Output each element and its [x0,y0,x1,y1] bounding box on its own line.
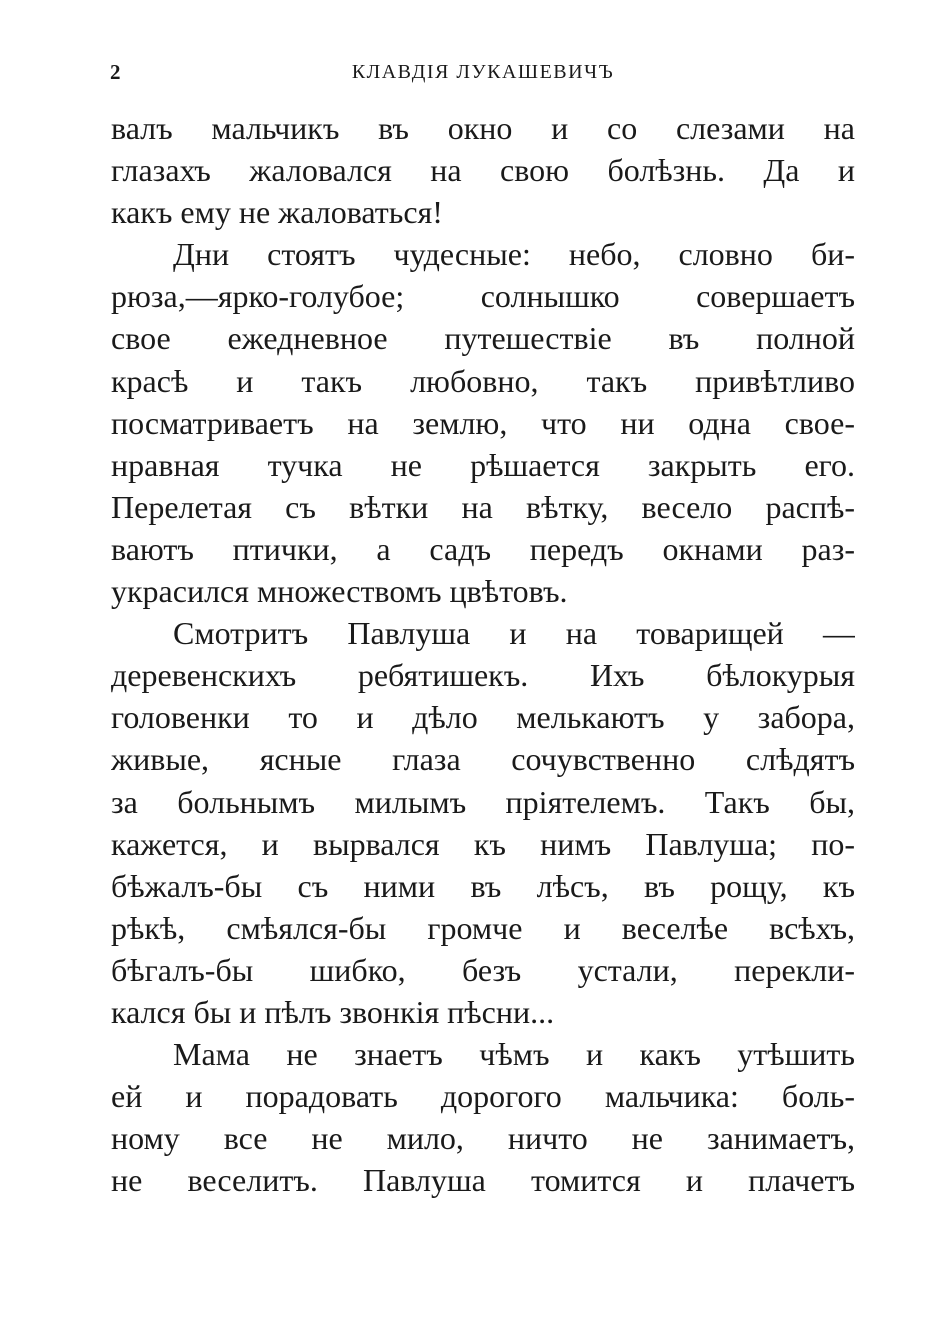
text-line: валъ мальчикъ въ окно и со слезами на [111,110,855,146]
text-line: свое ежедневное путешествіе въ полной [111,320,855,357]
text-line: деревенскихъ ребятишекъ. Ихъ бѣлокурыя [111,657,855,694]
text-line: ей и порадовать дорогого мальчика: боль- [111,1078,855,1115]
text-line: украсился множествомъ цвѣтовъ. [111,573,568,610]
text-line: Дни стоятъ чудесные: небо, словно би- [173,236,855,273]
text-line: рѣкѣ, смѣялся-бы громче и веселѣе всѣхъ, [111,909,855,946]
text-line: бѣгалъ-бы шибко, безъ устали, перекли- [111,951,855,988]
running-head [110,57,856,87]
text-line: Мама не знаетъ чѣмъ и какъ утѣшить [173,1036,855,1073]
text-line: Перелетая съ вѣтки на вѣтку, весело распѣ- [111,488,855,525]
text-line: рюза,—ярко-голубое; солнышко совершаетъ [111,278,855,315]
body-text [111,107,855,1201]
text-line: кался бы и пѣлъ звонкія пѣсни... [111,993,555,1030]
text-line: головенки то и дѣло мелькаютъ у забора, [111,699,855,736]
text-line: за больнымъ милымъ пріятелемъ. Такъ бы, [111,783,855,820]
text-line: живые, ясные глаза сочувственно слѣдятъ [111,741,855,778]
text-line: ваютъ птички, а садъ передъ окнами раз- [111,530,855,567]
page-number: 2 [110,60,121,84]
text-line: кажется, и вырвался къ нимъ Павлуша; по- [111,825,855,862]
text-line: красѣ и такъ любовно, такъ привѣтливо [111,362,855,399]
text-line: бѣжалъ-бы съ ними въ лѣсъ, въ рощу, къ [111,867,855,904]
text-line: ному все не мило, ничто не занимаетъ, [111,1120,855,1157]
text-line: не веселитъ. Павлуша томится и плачетъ [111,1162,855,1199]
text-line: какъ ему не жаловаться! [111,194,443,231]
text-line: Смотритъ Павлуша и на товарищей — [173,615,855,652]
text-line: посматриваетъ на землю, что ни одна свое- [111,404,855,441]
text-line: нравная тучка не рѣшается закрыть его. [111,446,855,483]
text-line: глазахъ жаловался на свою болѣзнь. Да и [111,152,855,189]
running-title: КЛАВДІЯ ЛУКАШЕВИЧЪ [351,61,615,83]
